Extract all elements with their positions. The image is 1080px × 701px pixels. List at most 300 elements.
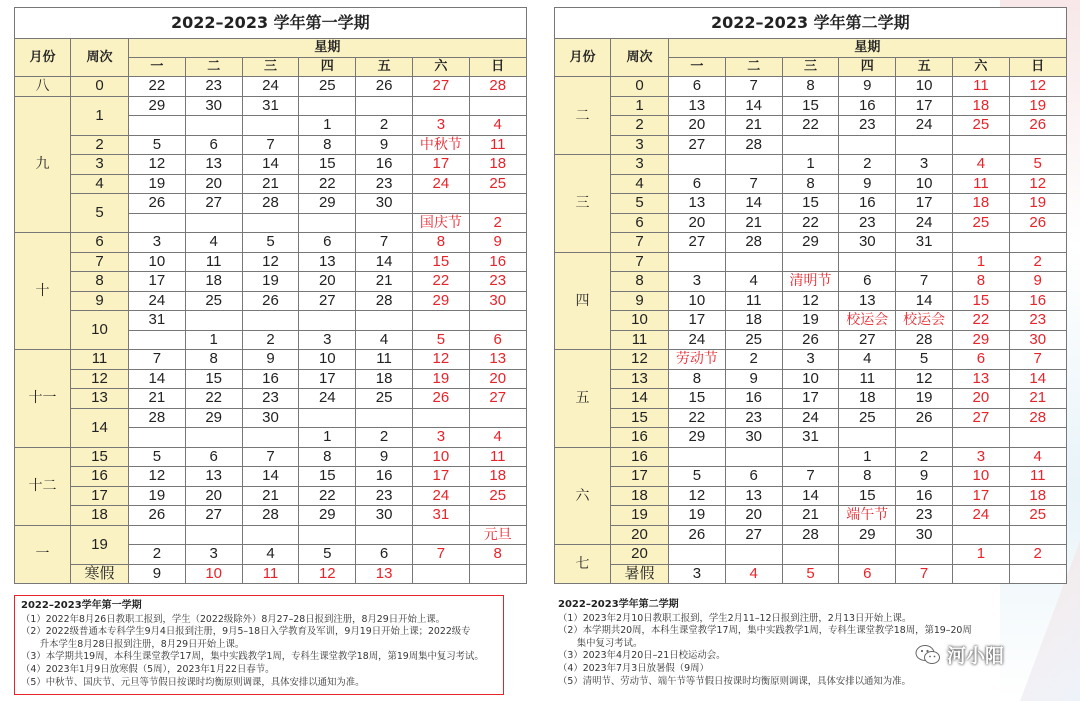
- month-cell: 三: [555, 155, 611, 253]
- date-cell: 10: [782, 369, 839, 389]
- date-cell: 14: [1009, 369, 1066, 389]
- date-cell: [469, 96, 526, 116]
- date-cell: 11: [242, 564, 299, 584]
- weekday-header: 星期: [129, 39, 527, 58]
- week-cell: 5: [611, 194, 669, 214]
- date-cell: 21: [725, 213, 782, 233]
- date-cell: 12: [299, 564, 356, 584]
- date-cell: 2: [469, 213, 526, 233]
- date-cell: 29: [782, 233, 839, 253]
- date-cell: 13: [356, 564, 413, 584]
- week-header: 周次: [611, 39, 669, 77]
- date-cell: [356, 96, 413, 116]
- date-cell: 30: [185, 96, 242, 116]
- week-cell: 15: [611, 408, 669, 428]
- date-cell: [412, 408, 469, 428]
- date-cell: 9: [242, 350, 299, 370]
- date-cell: 15: [185, 369, 242, 389]
- date-cell: 9: [839, 174, 896, 194]
- date-cell: 17: [952, 486, 1009, 506]
- date-cell: [669, 155, 726, 175]
- date-cell: 22: [412, 272, 469, 292]
- date-cell: [1009, 525, 1066, 545]
- table-row: [15, 564, 527, 584]
- date-cell: 21: [1009, 389, 1066, 409]
- date-cell: 5: [1009, 155, 1066, 175]
- date-cell: 1: [952, 252, 1009, 272]
- date-cell: 28: [356, 291, 413, 311]
- date-cell: 19: [1009, 194, 1066, 214]
- date-cell: [952, 233, 1009, 253]
- date-cell: 25: [356, 389, 413, 409]
- date-cell: 9: [839, 77, 896, 97]
- date-cell: 29: [839, 525, 896, 545]
- date-cell: 28: [129, 408, 186, 428]
- table-row: [15, 467, 527, 487]
- date-cell: 8: [839, 467, 896, 487]
- date-cell: 11: [185, 252, 242, 272]
- date-cell: 15: [952, 291, 1009, 311]
- note-line: （4）2023年1月9日放寒假（5周），2023年1月22日春节。: [21, 663, 275, 675]
- table-row: [15, 350, 527, 370]
- week-cell: 暑假: [611, 564, 669, 584]
- date-cell: 劳动节: [669, 350, 726, 370]
- date-cell: 12: [896, 369, 953, 389]
- semester-1-notes: [14, 595, 504, 695]
- wechat-icon: [915, 644, 941, 666]
- week-cell: 0: [71, 77, 129, 97]
- date-cell: [129, 213, 186, 233]
- date-cell: 21: [129, 389, 186, 409]
- date-cell: 17: [896, 96, 953, 116]
- week-cell: 13: [71, 389, 129, 409]
- note-line: （5）清明节、劳动节、端午节等节假日按课时均衡原则调课，具体安排以通知为准。: [558, 675, 911, 687]
- date-cell: 6: [669, 77, 726, 97]
- week-cell: 3: [611, 155, 669, 175]
- date-cell: 2: [1009, 252, 1066, 272]
- date-cell: 18: [839, 389, 896, 409]
- week-cell: 9: [71, 291, 129, 311]
- week-cell: 12: [71, 369, 129, 389]
- date-cell: [299, 311, 356, 331]
- date-cell: 4: [356, 330, 413, 350]
- date-cell: 27: [412, 77, 469, 97]
- date-cell: 5: [129, 135, 186, 155]
- table-row: [555, 135, 1067, 155]
- date-cell: 16: [469, 252, 526, 272]
- date-cell: 3: [896, 155, 953, 175]
- date-cell: 18: [952, 96, 1009, 116]
- table-row: [15, 486, 527, 506]
- week-cell: 9: [611, 291, 669, 311]
- table-row: [15, 174, 527, 194]
- date-cell: [952, 428, 1009, 448]
- week-cell: 6: [611, 213, 669, 233]
- date-cell: 6: [469, 330, 526, 350]
- calendar-title: 2022–2023 学年第一学期: [15, 8, 527, 39]
- date-cell: 8: [782, 77, 839, 97]
- table-row: [15, 233, 527, 253]
- date-cell: 17: [299, 369, 356, 389]
- date-cell: 22: [782, 116, 839, 136]
- date-cell: 22: [299, 486, 356, 506]
- date-cell: 4: [839, 350, 896, 370]
- table-row: [15, 155, 527, 175]
- date-cell: 29: [299, 194, 356, 214]
- week-cell: 7: [611, 233, 669, 253]
- date-cell: [469, 311, 526, 331]
- date-cell: 20: [469, 369, 526, 389]
- day-header: 日: [469, 58, 526, 77]
- date-cell: 8: [669, 369, 726, 389]
- date-cell: 19: [242, 272, 299, 292]
- date-cell: 25: [469, 486, 526, 506]
- week-cell: 寒假: [71, 564, 129, 584]
- date-cell: 31: [412, 506, 469, 526]
- date-cell: 7: [896, 272, 953, 292]
- date-cell: [725, 545, 782, 565]
- date-cell: 6: [669, 174, 726, 194]
- date-cell: 21: [356, 272, 413, 292]
- month-cell: 一: [15, 525, 71, 584]
- date-cell: 19: [129, 174, 186, 194]
- date-cell: 12: [412, 350, 469, 370]
- date-cell: 24: [952, 506, 1009, 526]
- table-row: [555, 213, 1067, 233]
- date-cell: 31: [129, 311, 186, 331]
- table-row: [15, 389, 527, 409]
- weekday-header: 星期: [669, 39, 1067, 58]
- date-cell: 26: [669, 525, 726, 545]
- date-cell: 27: [952, 408, 1009, 428]
- date-cell: [782, 545, 839, 565]
- date-cell: 26: [129, 506, 186, 526]
- date-cell: [412, 311, 469, 331]
- date-cell: 30: [1009, 330, 1066, 350]
- date-cell: 22: [669, 408, 726, 428]
- note-line: （2）本学期共20周，本科生课堂教学17周，集中实践教学1周，专科生课堂教学18周，第19–20周: [558, 625, 972, 637]
- date-cell: 13: [952, 369, 1009, 389]
- date-cell: 19: [669, 506, 726, 526]
- week-cell: 6: [71, 233, 129, 253]
- date-cell: [896, 545, 953, 565]
- date-cell: 26: [356, 77, 413, 97]
- date-cell: [782, 135, 839, 155]
- date-cell: 15: [412, 252, 469, 272]
- date-cell: [412, 96, 469, 116]
- month-cell: 十一: [15, 350, 71, 448]
- date-cell: 14: [896, 291, 953, 311]
- table-row: [555, 272, 1067, 292]
- table-row: [555, 408, 1067, 428]
- date-cell: 14: [725, 194, 782, 214]
- day-header: 日: [1009, 58, 1066, 77]
- date-cell: 10: [896, 174, 953, 194]
- table-row: [555, 330, 1067, 350]
- date-cell: 12: [1009, 77, 1066, 97]
- date-cell: [299, 408, 356, 428]
- watermark: [915, 641, 1004, 668]
- date-cell: [242, 428, 299, 448]
- date-cell: [896, 135, 953, 155]
- week-cell: 3: [71, 155, 129, 175]
- date-cell: [412, 194, 469, 214]
- date-cell: [896, 252, 953, 272]
- date-cell: 5: [896, 350, 953, 370]
- date-cell: 7: [129, 350, 186, 370]
- month-cell: 六: [555, 447, 611, 545]
- week-cell: 10: [71, 311, 129, 350]
- date-cell: 13: [185, 467, 242, 487]
- date-cell: 4: [185, 233, 242, 253]
- date-cell: 3: [185, 545, 242, 565]
- date-cell: 24: [299, 389, 356, 409]
- date-cell: 1: [839, 447, 896, 467]
- week-cell: 17: [71, 486, 129, 506]
- date-cell: 14: [242, 467, 299, 487]
- date-cell: 1: [299, 116, 356, 136]
- date-cell: 9: [469, 233, 526, 253]
- date-cell: 18: [1009, 486, 1066, 506]
- week-cell: 0: [611, 77, 669, 97]
- table-row: [15, 194, 527, 214]
- date-cell: [839, 545, 896, 565]
- date-cell: 23: [839, 213, 896, 233]
- date-cell: 28: [896, 330, 953, 350]
- date-cell: 6: [299, 233, 356, 253]
- date-cell: 10: [669, 291, 726, 311]
- table-row: [15, 252, 527, 272]
- date-cell: 25: [1009, 506, 1066, 526]
- date-cell: 23: [356, 174, 413, 194]
- date-cell: [412, 564, 469, 584]
- month-header: 月份: [15, 39, 71, 77]
- date-cell: 25: [952, 213, 1009, 233]
- semester-2-calendar: [554, 7, 1067, 584]
- table-row: [555, 311, 1067, 331]
- date-cell: 15: [299, 467, 356, 487]
- date-cell: 22: [185, 389, 242, 409]
- table-row: [555, 77, 1067, 97]
- date-cell: 4: [469, 116, 526, 136]
- date-cell: 21: [725, 116, 782, 136]
- week-cell: 16: [71, 467, 129, 487]
- date-cell: 7: [242, 447, 299, 467]
- date-cell: 19: [412, 369, 469, 389]
- week-cell: 4: [71, 174, 129, 194]
- table-row: [15, 369, 527, 389]
- week-cell: 1: [71, 96, 129, 135]
- date-cell: 28: [1009, 408, 1066, 428]
- week-cell: 13: [611, 369, 669, 389]
- date-cell: [129, 525, 186, 545]
- date-cell: 14: [129, 369, 186, 389]
- date-cell: 30: [839, 233, 896, 253]
- date-cell: 20: [952, 389, 1009, 409]
- date-cell: 19: [896, 389, 953, 409]
- date-cell: 校运会: [896, 311, 953, 331]
- date-cell: 1: [782, 155, 839, 175]
- date-cell: 23: [725, 408, 782, 428]
- month-cell: 四: [555, 252, 611, 350]
- date-cell: 24: [242, 77, 299, 97]
- date-cell: [725, 252, 782, 272]
- week-cell: 19: [611, 506, 669, 526]
- date-cell: 12: [242, 252, 299, 272]
- date-cell: 2: [839, 155, 896, 175]
- note-line: （5）中秋节、国庆节、元旦等节假日按课时均衡原则调课，具体安排以通知为准。: [21, 676, 365, 688]
- date-cell: 27: [669, 135, 726, 155]
- day-header: 一: [129, 58, 186, 77]
- date-cell: 15: [782, 96, 839, 116]
- date-cell: 30: [896, 525, 953, 545]
- date-cell: [185, 311, 242, 331]
- date-cell: 22: [129, 77, 186, 97]
- date-cell: 11: [469, 447, 526, 467]
- date-cell: 10: [412, 447, 469, 467]
- note-line: （3）本学期共19周，本科生课堂教学17周，集中实践教学1周，专科生课堂教学18周，第19周集中复习考试。: [21, 651, 484, 663]
- date-cell: 15: [299, 155, 356, 175]
- date-cell: 19: [1009, 96, 1066, 116]
- date-cell: 6: [185, 135, 242, 155]
- date-cell: [782, 447, 839, 467]
- date-cell: [356, 213, 413, 233]
- date-cell: 10: [129, 252, 186, 272]
- date-cell: 24: [412, 486, 469, 506]
- date-cell: 26: [412, 389, 469, 409]
- week-cell: 14: [71, 408, 129, 447]
- week-cell: 17: [611, 467, 669, 487]
- date-cell: 16: [242, 369, 299, 389]
- date-cell: 27: [185, 506, 242, 526]
- date-cell: 13: [669, 194, 726, 214]
- date-cell: 17: [412, 467, 469, 487]
- date-cell: 2: [356, 428, 413, 448]
- date-cell: [669, 252, 726, 272]
- date-cell: 29: [185, 408, 242, 428]
- date-cell: 31: [896, 233, 953, 253]
- date-cell: 16: [1009, 291, 1066, 311]
- date-cell: 18: [469, 155, 526, 175]
- date-cell: [242, 213, 299, 233]
- week-cell: 12: [611, 350, 669, 370]
- date-cell: 30: [242, 408, 299, 428]
- week-cell: 20: [611, 545, 669, 565]
- date-cell: [896, 428, 953, 448]
- date-cell: 2: [356, 116, 413, 136]
- week-cell: 1: [611, 96, 669, 116]
- date-cell: 31: [242, 96, 299, 116]
- date-cell: [469, 194, 526, 214]
- date-cell: 11: [952, 77, 1009, 97]
- table-row: [555, 428, 1067, 448]
- date-cell: 20: [299, 272, 356, 292]
- date-cell: 元旦: [469, 525, 526, 545]
- date-cell: 1: [952, 545, 1009, 565]
- day-header: 一: [669, 58, 726, 77]
- date-cell: 9: [896, 467, 953, 487]
- date-cell: 7: [242, 135, 299, 155]
- date-cell: 10: [952, 467, 1009, 487]
- month-cell: 五: [555, 350, 611, 448]
- date-cell: 13: [839, 291, 896, 311]
- date-cell: 5: [242, 233, 299, 253]
- date-cell: 24: [782, 408, 839, 428]
- date-cell: [839, 135, 896, 155]
- date-cell: 7: [782, 467, 839, 487]
- month-cell: 九: [15, 96, 71, 233]
- date-cell: 5: [669, 467, 726, 487]
- date-cell: 10: [896, 77, 953, 97]
- table-row: [555, 252, 1067, 272]
- date-cell: 国庆节: [412, 213, 469, 233]
- table-row: [555, 194, 1067, 214]
- semester-1-calendar: [14, 7, 527, 584]
- date-cell: 28: [242, 194, 299, 214]
- date-cell: 3: [129, 233, 186, 253]
- date-cell: 5: [782, 564, 839, 584]
- date-cell: 23: [356, 486, 413, 506]
- date-cell: 13: [185, 155, 242, 175]
- month-cell: 十: [15, 233, 71, 350]
- date-cell: [412, 525, 469, 545]
- table-row: [555, 506, 1067, 526]
- date-cell: 27: [299, 291, 356, 311]
- date-cell: 2: [242, 330, 299, 350]
- date-cell: 14: [782, 486, 839, 506]
- table-row: [555, 467, 1067, 487]
- table-row: [15, 96, 527, 116]
- date-cell: 11: [839, 369, 896, 389]
- date-cell: 13: [669, 96, 726, 116]
- date-cell: 16: [839, 96, 896, 116]
- week-cell: 8: [611, 272, 669, 292]
- month-cell: 二: [555, 77, 611, 155]
- date-cell: 19: [782, 311, 839, 331]
- date-cell: 24: [412, 174, 469, 194]
- table-row: [555, 564, 1067, 584]
- week-cell: 15: [71, 447, 129, 467]
- date-cell: 9: [725, 369, 782, 389]
- day-header: 五: [356, 58, 413, 77]
- date-cell: 23: [185, 77, 242, 97]
- date-cell: 端午节: [839, 506, 896, 526]
- date-cell: 22: [952, 311, 1009, 331]
- date-cell: 20: [185, 174, 242, 194]
- date-cell: [242, 116, 299, 136]
- date-cell: 29: [129, 96, 186, 116]
- table-row: [555, 447, 1067, 467]
- date-cell: 25: [299, 77, 356, 97]
- date-cell: [185, 428, 242, 448]
- week-cell: 8: [71, 272, 129, 292]
- date-cell: 4: [725, 272, 782, 292]
- date-cell: 12: [1009, 174, 1066, 194]
- table-row: [555, 369, 1067, 389]
- date-cell: 22: [299, 174, 356, 194]
- date-cell: 28: [242, 506, 299, 526]
- date-cell: [952, 135, 1009, 155]
- date-cell: [356, 408, 413, 428]
- date-cell: 30: [356, 506, 413, 526]
- date-cell: 23: [242, 389, 299, 409]
- date-cell: [185, 116, 242, 136]
- date-cell: 8: [412, 233, 469, 253]
- date-cell: 7: [356, 233, 413, 253]
- day-header: 四: [299, 58, 356, 77]
- date-cell: 4: [469, 428, 526, 448]
- date-cell: 28: [469, 77, 526, 97]
